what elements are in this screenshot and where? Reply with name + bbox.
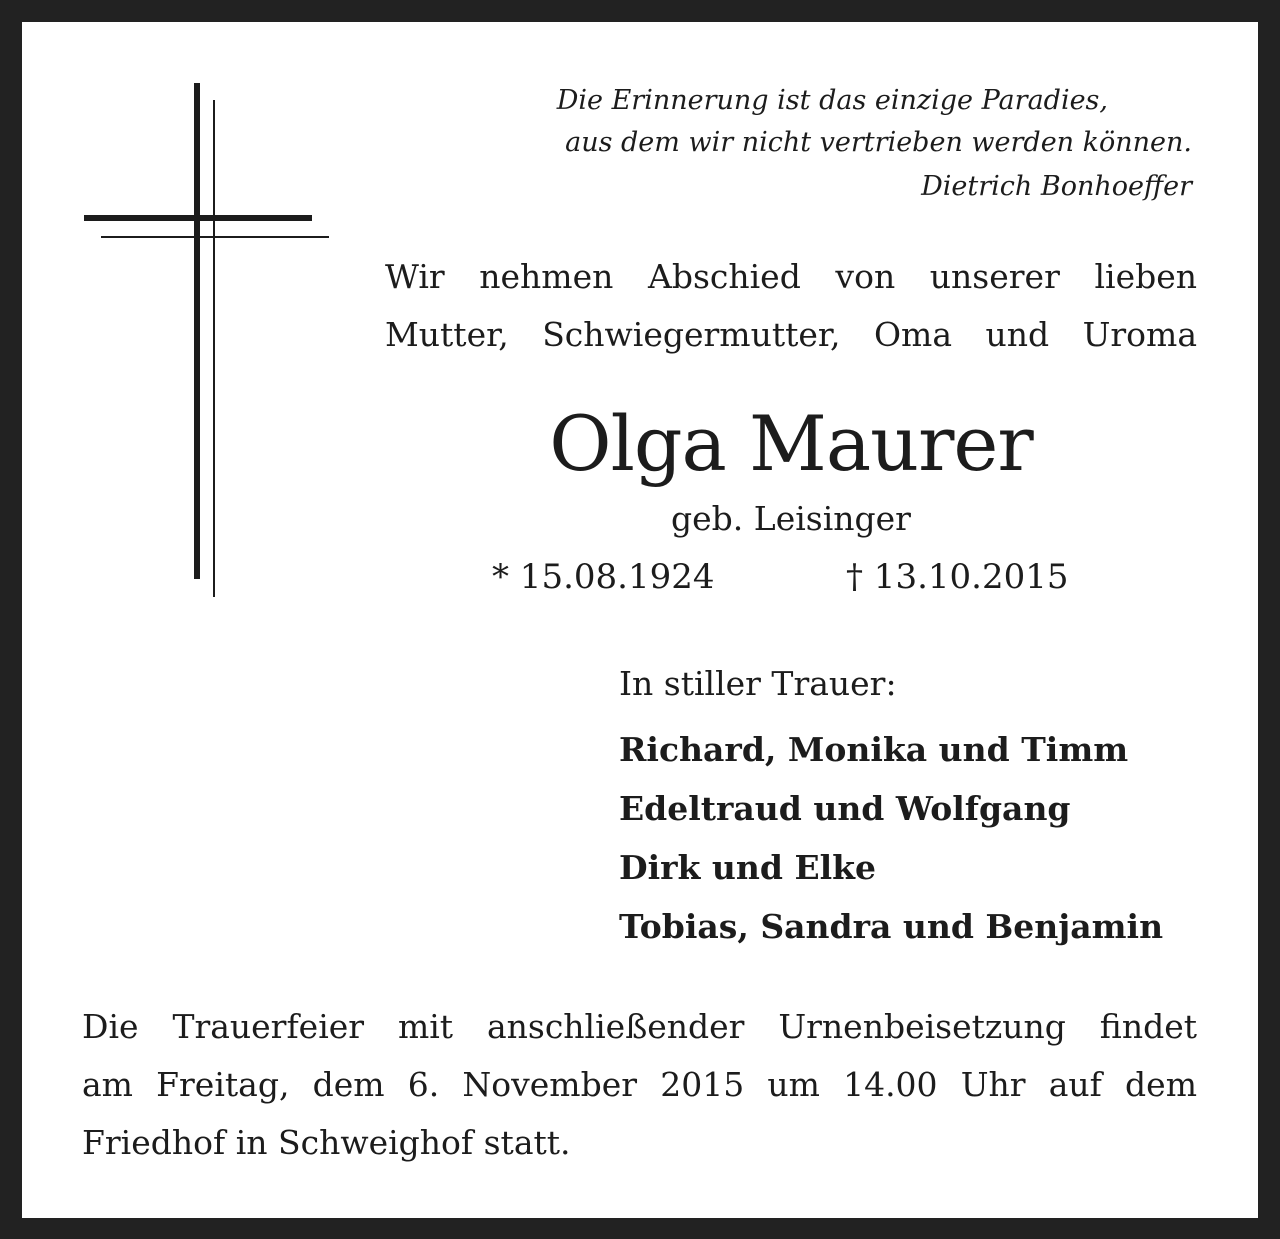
list-item: Tobias, Sandra und Benjamin xyxy=(619,907,1164,946)
cross-horizontal-thick xyxy=(84,215,312,221)
quote-block xyxy=(432,80,1192,210)
death-date: † 13.10.2015 xyxy=(846,557,1069,597)
obituary-card xyxy=(22,22,1258,1218)
maiden-name: geb. Leisinger xyxy=(671,499,911,538)
cross-vertical-thick xyxy=(194,83,200,579)
service-line-1: Die Trauerfeier mit anschließender Urnenbeisetzung findet xyxy=(82,1007,1197,1046)
cross-horizontal-thin xyxy=(101,236,329,238)
deceased-name: Olga Maurer xyxy=(549,399,1033,488)
farewell-line-2: Mutter, Schwiegermutter, Oma und Uroma xyxy=(385,315,1197,354)
list-item: Dirk und Elke xyxy=(619,848,876,887)
service-info xyxy=(82,998,1197,1172)
quote-line-2: aus dem wir nicht vertrieben werden können. xyxy=(565,127,1192,158)
quote-author: Dietrich Bonhoeffer xyxy=(921,171,1192,202)
cross-vertical-thin xyxy=(213,100,215,597)
service-line-3: Friedhof in Schweighof statt. xyxy=(82,1123,571,1162)
farewell-line-1: Wir nehmen Abschied von unserer lieben xyxy=(385,257,1197,296)
service-line-2: am Freitag, dem 6. November 2015 um 14.00 Uhr auf dem xyxy=(82,1065,1197,1104)
farewell-text xyxy=(385,248,1197,364)
list-item: Edeltraud und Wolfgang xyxy=(619,789,1071,828)
birth-date: * 15.08.1924 xyxy=(492,557,715,597)
list-item: Richard, Monika und Timm xyxy=(619,730,1129,769)
cross-icon xyxy=(22,22,422,642)
mourning-heading: In stiller Trauer: xyxy=(619,664,897,703)
quote-line-1: Die Erinnerung ist das einzige Paradies, xyxy=(556,85,1108,116)
mourners-list xyxy=(619,720,1163,956)
